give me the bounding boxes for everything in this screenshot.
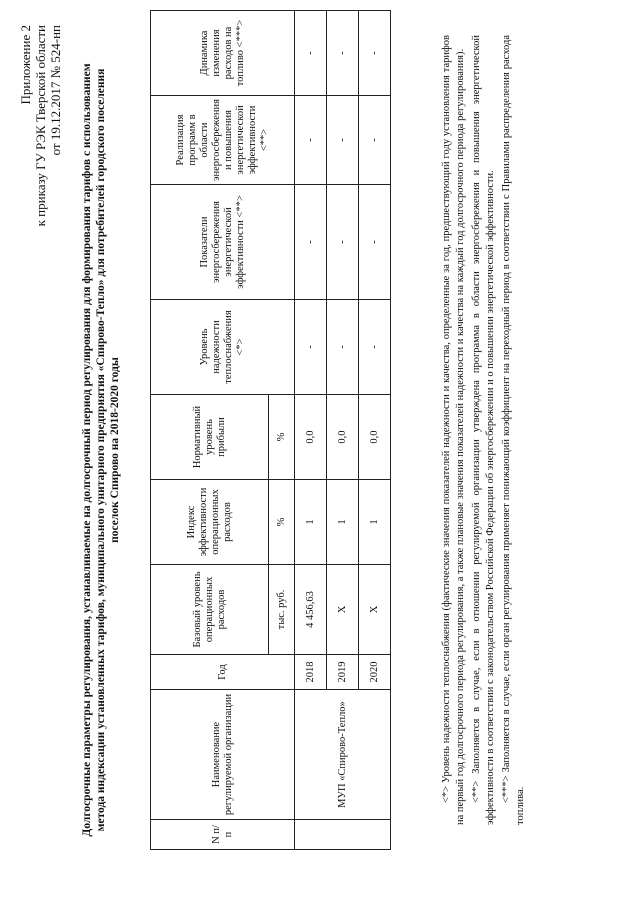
footnote-3: <***> Заполняется в случае, если орган регулирования применяет понижающий коэффициент на переходный период в соответствии с Правилами распределения расхода топлива. [501, 35, 526, 825]
header-energy: Показатели энергосбережения энергетической эффективности <**> [151, 185, 295, 300]
unit-profit: % [269, 395, 295, 480]
header-year: Год [151, 655, 295, 690]
appendix-number: Приложение 2 [18, 25, 33, 105]
header-program: Реализация программ в области энергосбережения и повышения энергетической эффективности <**> [151, 96, 295, 185]
header-reliability: Уровень надежности теплоснабжения <*> [151, 300, 295, 395]
cell-energy: - [359, 185, 391, 300]
cell-index: 1 [327, 480, 359, 565]
cell-year: 2018 [295, 655, 327, 690]
title-line-1: Долгосрочные параметры регулирования, устанавливаемые на долгосрочный период регулирования для формирования тарифов с использованием [81, 63, 93, 837]
appendix-order: к приказу ГУ РЭК Тверской области [33, 25, 48, 227]
cell-base: Х [327, 565, 359, 655]
appendix-date: от 19.12.2017 № 524-нп [48, 25, 63, 156]
parameters-table [150, 10, 391, 850]
cell-reliability: - [359, 300, 391, 395]
cell-energy: - [327, 185, 359, 300]
header-fuel: Динамика изменения расходов на топливо <***> [151, 11, 295, 96]
footnotes [440, 35, 530, 825]
header-index: Индекс эффективности операционных расходов [151, 480, 269, 565]
cell-profit: 0,0 [359, 395, 391, 480]
table-header-row [151, 11, 269, 850]
cell-fuel: - [295, 11, 327, 96]
cell-base: Х [359, 565, 391, 655]
document-title [80, 45, 122, 855]
footnote-2: <**> Заполняется в случае, если в отношении регулируемой организации утверждена программа в области энергосбережения и повышения энергетической эффективности в соответствии с законодательством Российской Федерации об энергосбережении и о повышении энергетической эффективности. [471, 35, 496, 825]
cell-program: - [295, 96, 327, 185]
cell-program: - [327, 96, 359, 185]
cell-profit: 0,0 [327, 395, 359, 480]
unit-index: % [269, 480, 295, 565]
cell-reliability: - [327, 300, 359, 395]
title-line-2: метода индексации установленных тарифов, муниципального унитарного предприятия «Спирово-Тепло» для потребителей городского поселения [95, 68, 107, 832]
unit-base: тыс. руб. [269, 565, 295, 655]
header-profit: Нормативный уровень прибыли [151, 395, 269, 480]
header-num: N п/п [151, 820, 295, 850]
title-line-3: поселок Спирово на 2018-2020 годы [109, 357, 121, 543]
footnote-1: <*> Уровень надежности теплоснабжения (фактические значения показателей надежности и качества, определенные за год, предшествующий году установления тарифов на первый год долгосрочного периода регулирования, а также плановые значения показателей надежности и качества на каждый год долгосрочного периода регулирования). [441, 35, 466, 825]
cell-org-name: МУП «Спирово-Тепло» [295, 690, 391, 820]
cell-program: - [359, 96, 391, 185]
cell-year: 2019 [327, 655, 359, 690]
cell-year: 2020 [359, 655, 391, 690]
cell-fuel: - [359, 11, 391, 96]
cell-reliability: - [295, 300, 327, 395]
header-org: Наименование регулируемой организации [151, 690, 295, 820]
appendix-block [18, 25, 63, 265]
cell-profit: 0,0 [295, 395, 327, 480]
table-row [295, 11, 327, 850]
cell-num [295, 820, 391, 850]
cell-base: 4 456,63 [295, 565, 327, 655]
cell-energy: - [295, 185, 327, 300]
header-base: Базовый уровень операционных расходов [151, 565, 269, 655]
cell-fuel: - [327, 11, 359, 96]
cell-index: 1 [295, 480, 327, 565]
cell-index: 1 [359, 480, 391, 565]
